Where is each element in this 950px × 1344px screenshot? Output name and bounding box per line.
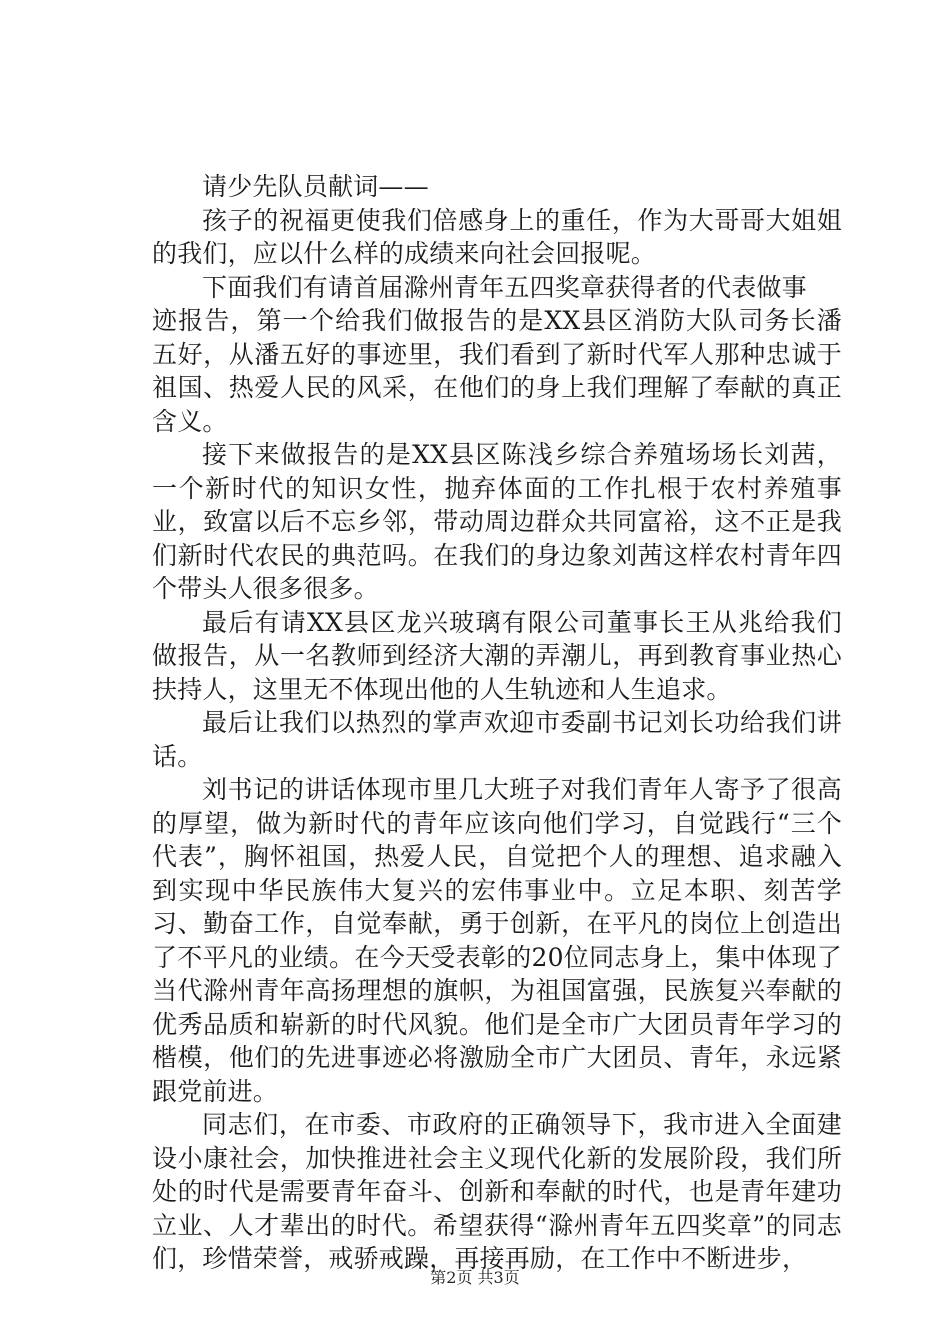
paragraph-welcome-secretary: 最后让我们以热烈的掌声欢迎市委副书记刘长功给我们讲话。 [152,708,842,771]
document-body [152,170,842,1276]
paragraph-secretary-speech: 刘书记的讲话体现市里几大班子对我们青年人寄予了很高的厚望，做为新时代的青年应该向他们学习，自觉践行“三个代表”，胸怀祖国，热爱人民，自觉把个人的理想、追求融入到实现中华民族伟大复兴的宏伟事业中。立足本职、刻苦学习、勤奋工作，自觉奉献，勇于创新，在平凡的岗位上创造出了不平凡的业绩。在今天受表彰的20位同志身上，集中体现了当代滁州青年高扬理想的旗帜，为祖国富强，民族复兴奉献的优秀品质和崭新的时代风貌。他们是全市广大团员青年学习的楷模，他们的先进事迹必将激励全市广大团员、青年，永远紧跟党前进。 [152,775,842,1106]
paragraph-invite-representatives: 下面我们有请首届滁州青年五四奖章获得者的代表做事 [202,272,807,302]
paragraph-report-liu-qian: 接下来做报告的是XX县区陈浅乡综合养殖场场长刘茜，一个新时代的知识女性，抛弃体面的工作扎根于农村养殖事业，致富以后不忘乡邻，带动周边群众共同富裕，这不正是我们新时代农民的典范吗。在我们的身边象刘茜这样农村青年四个带头人很多很多。 [152,440,842,603]
paragraph-comrades: 同志们，在市委、市政府的正确领导下，我市进入全面建设小康社会，加快推进社会主义现代化新的发展阶段，我们所处的时代是需要青年奋斗、创新和奉献的时代，也是青年建功立业、人才辈出的时代。希望获得“滁州青年五四奖章”的同志们，珍惜荣誉，戒骄戒躁，再接再励，在工作中不断进步， [152,1110,842,1273]
paragraph-report-wang-congzhao: 最后有请XX县区龙兴玻璃有限公司董事长王从兆给我们做报告，从一名教师到经济大潮的弄潮儿，再到教育事业热心扶持人，这里无不体现出他的人生轨迹和人生追求。 [152,607,842,704]
paragraph-invite-pioneers: 请少先队员献词—— [202,172,429,201]
page-number-footer: 第2页 共3页 [430,1268,520,1287]
paragraph-report-pan-wuhao: 迹报告，第一个给我们做报告的是XX县区消防大队司务长潘五好，从潘五好的事迹里，我们看到了新时代军人那种忠诚于祖国、热爱人民的风采，在他们的身上我们理解了奉献的真正含义。 [152,306,842,436]
paragraph-children-blessing: 孩子的祝福更使我们倍感身上的重任，作为大哥哥大姐姐的我们，应以什么样的成绩来向社会回报呢。 [152,205,842,268]
